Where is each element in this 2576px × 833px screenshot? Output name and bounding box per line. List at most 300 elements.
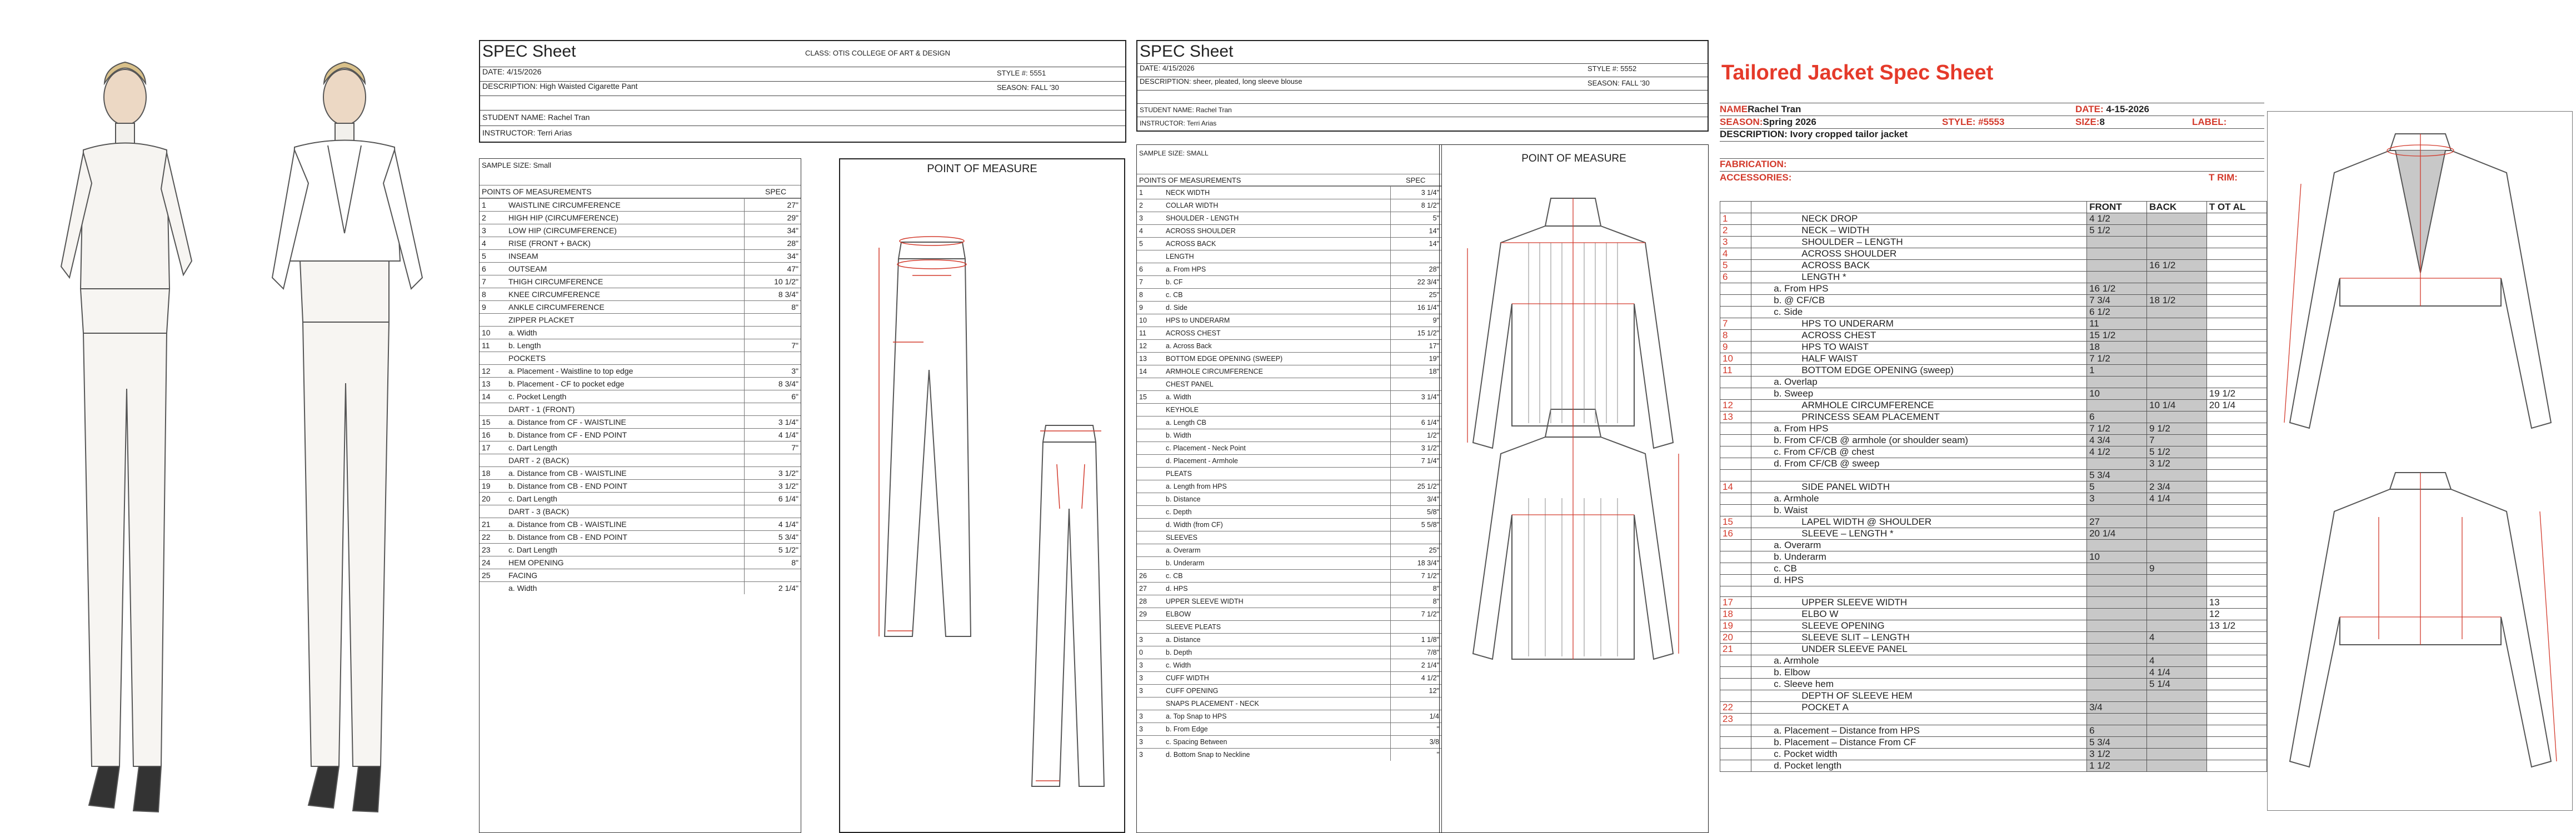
- row-back: [2147, 248, 2207, 260]
- table-row: [1720, 632, 2267, 644]
- spec-sheet-2: [1134, 0, 1711, 833]
- table-row: [1720, 213, 2267, 225]
- row-spec: 34": [745, 250, 801, 263]
- row-spec: 7": [745, 441, 801, 454]
- row-total: [2206, 749, 2267, 760]
- row-label: a. Distance from CB - WAISTLINE: [506, 518, 745, 531]
- table-row: [1720, 481, 2267, 493]
- row-spec: 5 5/8": [1391, 519, 1442, 531]
- row-spec: 8": [745, 301, 801, 314]
- row-number: 16: [480, 429, 506, 441]
- table-row: [1137, 723, 1441, 736]
- sheet1-pom-box: [839, 158, 1125, 833]
- row-number: 22: [1720, 702, 1751, 714]
- row-spec: 22 3/4": [1391, 276, 1442, 289]
- table-row: [1720, 749, 2267, 760]
- sheet2-student: STUDENT NAME: Rachel Tran: [1137, 103, 1708, 117]
- row-label: b. Waist: [1751, 505, 2087, 516]
- row-label: b. Width: [1164, 429, 1391, 442]
- table-row: [1137, 493, 1441, 506]
- row-label: FACING: [506, 569, 745, 582]
- row-back: [2147, 540, 2207, 551]
- table-row: [1720, 225, 2267, 237]
- row-total: [2206, 225, 2267, 237]
- row-label: d. Width (from CF): [1164, 519, 1391, 531]
- table-row: [1137, 659, 1441, 672]
- row-label: a. Top Snap to HPS: [1164, 710, 1391, 723]
- row-number: [1720, 586, 1751, 597]
- table-row: [480, 556, 801, 569]
- row-number: [1720, 749, 1751, 760]
- row-number: 22: [480, 531, 506, 544]
- row-spec: 14": [1391, 238, 1442, 250]
- row-number: 12: [480, 365, 506, 378]
- table-row: [1137, 544, 1441, 557]
- table-row: [1137, 327, 1441, 340]
- table-row: [480, 224, 801, 237]
- row-total: [2206, 458, 2267, 470]
- row-number: [480, 505, 506, 518]
- row-number: [480, 314, 506, 327]
- sheet3-title: Tailored Jacket Spec Sheet: [1721, 61, 1994, 84]
- table-row: [1720, 551, 2267, 563]
- table-row: [1720, 597, 2267, 609]
- sheet1-student: STUDENT NAME: Rachel Tran: [480, 110, 1125, 126]
- row-back: [2147, 283, 2207, 295]
- table-row: [1720, 737, 2267, 749]
- row-total: [2206, 563, 2267, 575]
- sheet3-col-front: FRONT: [2087, 202, 2147, 213]
- row-total: [2206, 353, 2267, 365]
- row-spec: 25": [1391, 289, 1442, 302]
- table-row: [1720, 248, 2267, 260]
- sheet2-style: STYLE #: 5552: [1587, 64, 1637, 73]
- sheet3-trim: T RIM:: [2209, 172, 2238, 183]
- table-row: [480, 263, 801, 275]
- row-label: c. Dart Length: [506, 493, 745, 505]
- row-label: HPS TO WAIST: [1751, 342, 2087, 353]
- row-total: [2206, 632, 2267, 644]
- sheet1-class: CLASS: OTIS COLLEGE OF ART & DESIGN: [805, 49, 951, 57]
- row-spec: ": [1391, 723, 1442, 736]
- table-row: [1720, 714, 2267, 725]
- row-label: b. Underarm: [1164, 557, 1391, 570]
- row-label: d. Bottom Snap to Neckline: [1164, 749, 1391, 761]
- row-number: [1720, 388, 1751, 400]
- row-label: NECK – WIDTH: [1751, 225, 2087, 237]
- row-label: c. CB: [1164, 289, 1391, 302]
- row-number: 15: [1137, 391, 1164, 404]
- sheet3-name-label: NAME: [1720, 104, 1748, 114]
- row-total: [2206, 516, 2267, 528]
- row-front: [2087, 609, 2147, 620]
- row-label: LOW HIP (CIRCUMFERENCE): [506, 224, 745, 237]
- row-label: LAPEL WIDTH @ SHOULDER: [1751, 516, 2087, 528]
- row-spec: 4 1/2": [1391, 672, 1442, 685]
- row-spec: [745, 505, 801, 518]
- sheet2-description: DESCRIPTION: sheer, pleated, long sleeve blouse: [1137, 77, 1708, 90]
- row-spec: 14": [1391, 225, 1442, 238]
- table-row: [480, 199, 801, 212]
- row-number: 11: [1720, 365, 1751, 377]
- row-spec: 17": [1391, 340, 1442, 353]
- row-label: b. Sweep: [1751, 388, 2087, 400]
- row-spec: 8": [1391, 583, 1442, 595]
- row-number: [1137, 506, 1164, 519]
- row-label: CHEST PANEL: [1164, 378, 1391, 391]
- row-label: b. CF: [1164, 276, 1391, 289]
- row-back: [2147, 365, 2207, 377]
- row-spec: 3": [745, 365, 801, 378]
- row-spec: [745, 314, 801, 327]
- sheet1-season: SEASON: FALL '30: [997, 83, 1059, 92]
- row-spec: [1391, 250, 1442, 263]
- table-row: [480, 275, 801, 288]
- row-label: SLEEVE OPENING: [1751, 620, 2087, 632]
- row-number: 28: [1137, 595, 1164, 608]
- table-row: [1137, 570, 1441, 583]
- row-front: 5 3/4: [2087, 737, 2147, 749]
- row-spec: 16 1/4": [1391, 302, 1442, 314]
- sheet1-header: [479, 40, 1126, 143]
- row-front: [2087, 597, 2147, 609]
- table-row: [1720, 493, 2267, 505]
- row-label: ZIPPER PLACKET: [506, 314, 745, 327]
- row-total: [2206, 237, 2267, 248]
- sheet2-table-wrap: [1136, 144, 1442, 833]
- row-label: c. Width: [1164, 659, 1391, 672]
- row-number: 21: [1720, 644, 1751, 655]
- table-row: [1720, 540, 2267, 551]
- row-label: a. Armhole: [1751, 655, 2087, 667]
- row-label: INSEAM: [506, 250, 745, 263]
- row-number: [1137, 557, 1164, 570]
- sheet1-date: DATE: 4/15/2026: [480, 67, 1125, 81]
- sheet3-label-label: LABEL:: [2192, 117, 2227, 127]
- row-number: 14: [1720, 481, 1751, 493]
- row-number: [1137, 378, 1164, 391]
- table-row: [1720, 272, 2267, 283]
- row-number: [1720, 760, 1751, 772]
- row-label: b. From CF/CB @ armhole (or shoulder seam): [1751, 435, 2087, 446]
- sheet2-season: SEASON: FALL '30: [1587, 79, 1650, 87]
- row-front: 10: [2087, 388, 2147, 400]
- row-number: [1720, 377, 1751, 388]
- sheet3-size: 8: [2099, 117, 2105, 127]
- row-back: [2147, 760, 2207, 772]
- row-back: [2147, 690, 2207, 702]
- table-row: [1137, 289, 1441, 302]
- sheet2-table-header: [1137, 174, 1441, 186]
- row-number: 6: [480, 263, 506, 275]
- row-label: [1751, 714, 2087, 725]
- row-number: [1720, 737, 1751, 749]
- table-row: [1720, 702, 2267, 714]
- sheet3-accessories: ACCESSORIES:: [1720, 172, 1792, 183]
- row-label: HIGH HIP (CIRCUMFERENCE): [506, 212, 745, 224]
- row-label: SLEEVE SLIT – LENGTH: [1751, 632, 2087, 644]
- row-spec: 8 1/2": [1391, 199, 1442, 212]
- row-spec: 6 1/4": [1391, 416, 1442, 429]
- row-spec: 47": [745, 263, 801, 275]
- table-row: [1720, 365, 2267, 377]
- row-front: 7 3/4: [2087, 295, 2147, 307]
- table-row: [1137, 506, 1441, 519]
- sheet2-pom-box: [1439, 144, 1709, 833]
- table-row: [1720, 470, 2267, 481]
- row-back: [2147, 353, 2207, 365]
- table-row: [1137, 646, 1441, 659]
- row-total: [2206, 528, 2267, 540]
- row-total: [2206, 702, 2267, 714]
- row-back: [2147, 644, 2207, 655]
- row-spec: [745, 454, 801, 467]
- table-row: [1720, 725, 2267, 737]
- row-number: 12: [1137, 340, 1164, 353]
- row-label: WAISTLINE CIRCUMFERENCE: [506, 199, 745, 212]
- table-row: [1137, 365, 1441, 378]
- row-label: HPS TO UNDERARM: [1751, 318, 2087, 330]
- table-row: [1720, 458, 2267, 470]
- sheet1-title: SPEC Sheet: [482, 42, 576, 61]
- row-number: 5: [1720, 260, 1751, 272]
- row-back: [2147, 714, 2207, 725]
- sheet1-table-header: [480, 185, 801, 198]
- row-number: 23: [480, 544, 506, 556]
- row-label: c. Spacing Between: [1164, 736, 1391, 749]
- row-label: a. From HPS: [1164, 263, 1391, 276]
- table-row: [480, 390, 801, 403]
- table-row: [1720, 318, 2267, 330]
- sheet1-description: DESCRIPTION: High Waisted Cigarette Pant: [480, 81, 1125, 96]
- table-row: [1137, 697, 1441, 710]
- table-row: [480, 493, 801, 505]
- row-spec: 8 3/4": [745, 288, 801, 301]
- sheet3-header: [1720, 103, 2264, 184]
- row-spec: 3 1/2": [745, 480, 801, 493]
- row-total: [2206, 412, 2267, 423]
- row-back: 2 3/4: [2147, 481, 2207, 493]
- row-total: [2206, 248, 2267, 260]
- row-spec: 3 1/4": [745, 416, 801, 429]
- sheet2-title: SPEC Sheet: [1140, 42, 1234, 61]
- table-row: [1137, 710, 1441, 723]
- row-spec: 18 3/4": [1391, 557, 1442, 570]
- table-row: [1720, 446, 2267, 458]
- row-front: [2087, 505, 2147, 516]
- table-row: [1137, 404, 1441, 416]
- row-number: [1137, 697, 1164, 710]
- row-number: 2: [1137, 199, 1164, 212]
- row-front: [2087, 540, 2147, 551]
- row-front: 16 1/2: [2087, 283, 2147, 295]
- row-number: [1137, 544, 1164, 557]
- row-number: 17: [480, 441, 506, 454]
- row-back: [2147, 725, 2207, 737]
- table-row: [480, 378, 801, 390]
- row-front: [2087, 400, 2147, 412]
- row-number: [1720, 470, 1751, 481]
- row-spec: 12": [1391, 685, 1442, 697]
- row-front: [2087, 714, 2147, 725]
- row-label: c. From CF/CB @ chest: [1751, 446, 2087, 458]
- row-back: [2147, 575, 2207, 586]
- figure-1-blouse-pant: [61, 62, 192, 812]
- table-row: [1720, 435, 2267, 446]
- row-number: [1137, 493, 1164, 506]
- row-label: a. From HPS: [1751, 283, 2087, 295]
- table-row: [1720, 644, 2267, 655]
- row-label: a. Distance from CB - WAISTLINE: [506, 467, 745, 480]
- row-total: [2206, 423, 2267, 435]
- row-spec: 3 1/2": [1391, 442, 1442, 455]
- sheet3-description: DESCRIPTION: Ivory cropped tailor jacket: [1720, 128, 2264, 141]
- row-number: 11: [480, 339, 506, 352]
- row-number: 8: [480, 288, 506, 301]
- row-label: c. Dart Length: [506, 441, 745, 454]
- row-number: 3: [1720, 237, 1751, 248]
- row-back: [2147, 330, 2207, 342]
- row-number: 3: [1137, 212, 1164, 225]
- row-number: [480, 352, 506, 365]
- row-front: 6: [2087, 725, 2147, 737]
- row-number: 10: [1720, 353, 1751, 365]
- table-row: [1137, 749, 1441, 761]
- row-number: 3: [1137, 659, 1164, 672]
- row-label: c. Placement - Neck Point: [1164, 442, 1391, 455]
- row-front: [2087, 272, 2147, 283]
- sheet1-instructor: INSTRUCTOR: Terri Arias: [480, 126, 1125, 142]
- row-number: 6: [1720, 272, 1751, 283]
- table-row: [1720, 679, 2267, 690]
- row-label: SLEEVE PLEATS: [1164, 621, 1391, 634]
- row-number: 13: [1720, 412, 1751, 423]
- row-spec: 6 1/4": [745, 493, 801, 505]
- row-back: [2147, 586, 2207, 597]
- row-front: [2087, 679, 2147, 690]
- figure-2-jacket-pant: [272, 62, 422, 812]
- sheet3-col-back: BACK: [2147, 202, 2207, 213]
- row-back: [2147, 609, 2207, 620]
- row-total: [2206, 295, 2267, 307]
- row-back: [2147, 551, 2207, 563]
- spec-sheet-1: [478, 0, 1128, 833]
- sheet3-table-header: [1720, 202, 2267, 213]
- sheet1-style: STYLE #: 5551: [997, 69, 1046, 77]
- row-back: [2147, 225, 2207, 237]
- row-back: [2147, 470, 2207, 481]
- row-total: [2206, 470, 2267, 481]
- row-front: 5: [2087, 481, 2147, 493]
- table-row: [1720, 516, 2267, 528]
- row-number: 5: [1137, 238, 1164, 250]
- row-number: 9: [1137, 302, 1164, 314]
- table-row: [1137, 621, 1441, 634]
- row-label: POCKETS: [506, 352, 745, 365]
- row-back: [2147, 620, 2207, 632]
- row-label: d. Side: [1164, 302, 1391, 314]
- row-label: NECK DROP: [1751, 213, 2087, 225]
- row-label: ACROSS SHOULDER: [1751, 248, 2087, 260]
- row-label: ACROSS BACK: [1751, 260, 2087, 272]
- row-front: 6: [2087, 412, 2147, 423]
- table-row: [480, 250, 801, 263]
- row-label: a. From HPS: [1751, 423, 2087, 435]
- table-row: [1720, 377, 2267, 388]
- row-front: 18: [2087, 342, 2147, 353]
- row-back: [2147, 213, 2207, 225]
- row-number: [1137, 480, 1164, 493]
- row-label: UPPER SLEEVE WIDTH: [1751, 597, 2087, 609]
- row-label: c. Pocket width: [1751, 749, 2087, 760]
- sheet3-season-label: SEASON:: [1720, 117, 1763, 127]
- row-number: [1137, 468, 1164, 480]
- table-row: [480, 480, 801, 493]
- row-total: [2206, 377, 2267, 388]
- row-label: POCKET A: [1751, 702, 2087, 714]
- row-number: 4: [1137, 225, 1164, 238]
- row-label: DEPTH OF SLEEVE HEM: [1751, 690, 2087, 702]
- row-number: 8: [1720, 330, 1751, 342]
- row-back: 16 1/2: [2147, 260, 2207, 272]
- sheet3-date: 4-15-2026: [2106, 104, 2149, 114]
- row-spec: [1391, 697, 1442, 710]
- row-front: [2087, 632, 2147, 644]
- row-front: 3 1/2: [2087, 749, 2147, 760]
- row-number: 2: [1720, 225, 1751, 237]
- table-row: [480, 288, 801, 301]
- row-total: [2206, 737, 2267, 749]
- row-number: [1720, 563, 1751, 575]
- row-total: [2206, 551, 2267, 563]
- sheet3-row-accessories: [1720, 171, 2264, 184]
- row-spec: 3 1/2": [745, 467, 801, 480]
- row-spec: [745, 352, 801, 365]
- row-number: 11: [1137, 327, 1164, 340]
- row-spec: 3 1/4": [1391, 391, 1442, 404]
- row-number: [1720, 295, 1751, 307]
- row-label: SHOULDER - LENGTH: [1164, 212, 1391, 225]
- table-row: [1137, 583, 1441, 595]
- table-row: [1137, 187, 1441, 199]
- table-row: [1720, 620, 2267, 632]
- row-number: [1137, 404, 1164, 416]
- row-number: 9: [1720, 342, 1751, 353]
- row-label: DART - 1 (FRONT): [506, 403, 745, 416]
- row-front: [2087, 563, 2147, 575]
- row-number: [1137, 519, 1164, 531]
- row-label: ACROSS BACK: [1164, 238, 1391, 250]
- row-front: 7 1/2: [2087, 353, 2147, 365]
- row-back: [2147, 377, 2207, 388]
- row-total: 12: [2206, 609, 2267, 620]
- row-number: 7: [1137, 276, 1164, 289]
- row-label: c. Dart Length: [506, 544, 745, 556]
- row-label: ACROSS CHEST: [1751, 330, 2087, 342]
- table-row: [480, 467, 801, 480]
- row-spec: 15 1/2": [1391, 327, 1442, 340]
- row-number: 3: [1137, 749, 1164, 761]
- row-front: [2087, 575, 2147, 586]
- row-label: d. From CF/CB @ sweep: [1751, 458, 2087, 470]
- table-row: [1137, 416, 1441, 429]
- row-number: 7: [1720, 318, 1751, 330]
- row-label: RISE (FRONT + BACK): [506, 237, 745, 250]
- row-number: [1720, 458, 1751, 470]
- row-number: 4: [1720, 248, 1751, 260]
- sheet2-spec-header: SPEC: [1406, 175, 1426, 184]
- table-row: [1720, 423, 2267, 435]
